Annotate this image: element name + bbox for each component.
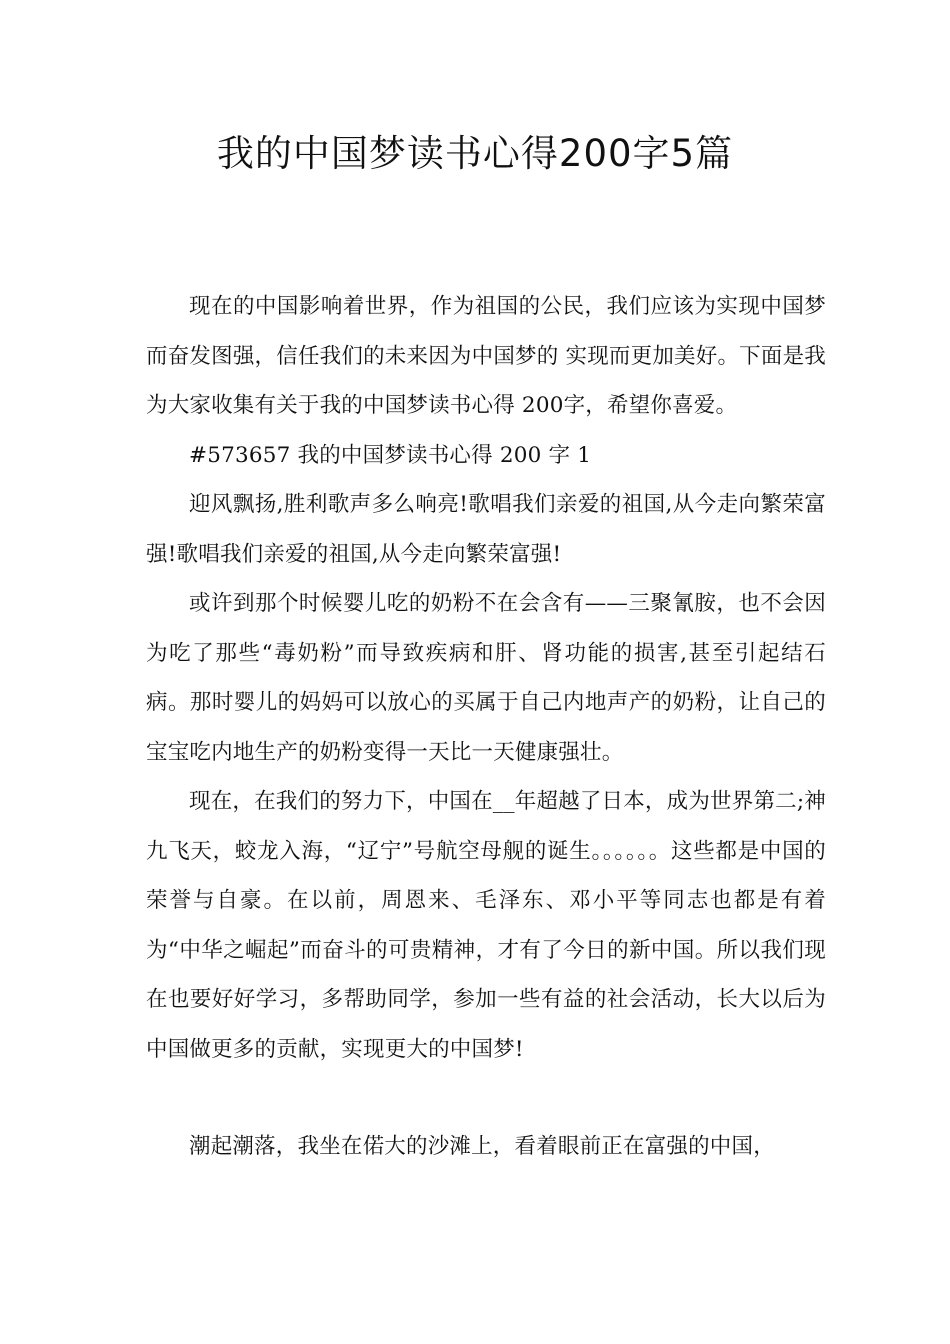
paragraph-intro: 现在的中国影响着世界，作为祖国的公民，我们应该为实现中国梦而奋发图强，信任我们的未来因为中国梦的 实现而更加美好。下面是我为大家收集有关于我的中国梦读书心得 200字，希望你喜爱。 (146, 294, 826, 418)
document-title: 我的中国梦读书心得200字5篇 (216, 132, 734, 175)
paragraph-section-heading: #573657 我的中国梦读书心得 200 字 1 (189, 442, 592, 468)
paragraph-song: 迎风飘扬,胜利歌声多么响亮!歌唱我们亲爱的祖国,从今走向繁荣富强!歌唱我们亲爱的祖国,从今走向繁荣富强! (146, 492, 826, 567)
paragraph-milk-powder: 或许到那个时候婴儿吃的奶粉不在会含有——三聚氰胺，也不会因为吃了那些“毒奶粉”而导致疾病和肝、肾功能的损害,甚至引起结石病。那时婴儿的妈妈可以放心的买属于自己内地声产的奶粉，让自己的宝宝吃内地生产的奶粉变得一天比一天健康强壮。 (146, 591, 826, 765)
document-body (146, 282, 826, 1172)
paragraph-tide: 潮起潮落，我坐在偌大的沙滩上，看着眼前正在富强的中国， (189, 1134, 775, 1159)
paragraph-achievements: 现在，在我们的努力下，中国在__年超越了日本，成为世界第二;神九飞天，蛟龙入海，“辽宁”号航空母舰的诞生。。。。。。这些都是中国的荣誉与自豪。在以前，周恩来、毛泽东、邓小平等同志也都是有着为“中华之崛起”而奋斗的可贵精神，才有了今日的新中国。所以我们现在也要好好学习，多帮助同学，参加一些有益的社会活动，长大以后为中国做更多的贡献，实现更大的中国梦! (146, 789, 826, 1062)
